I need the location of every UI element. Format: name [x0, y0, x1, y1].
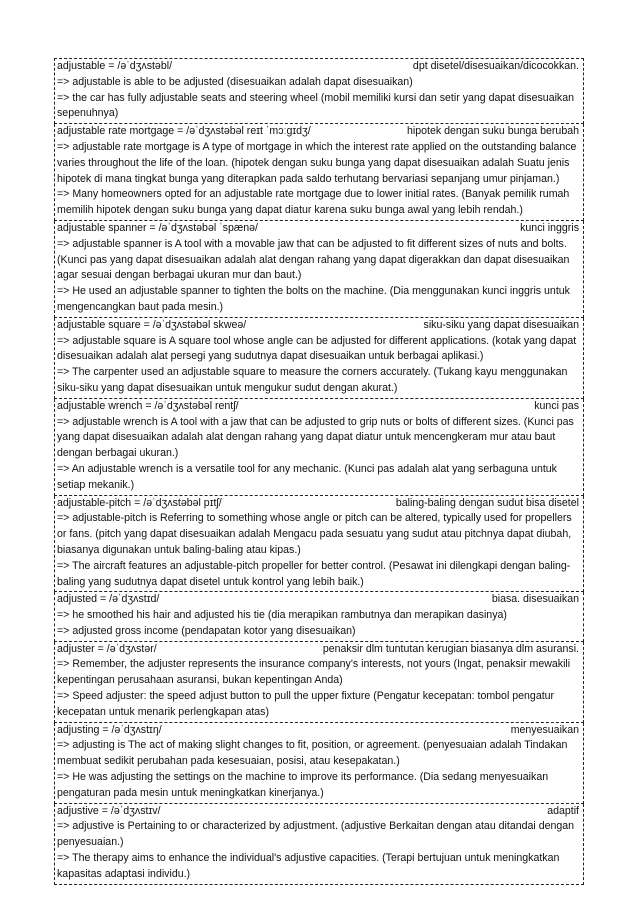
- dictionary-entry: [54, 221, 584, 318]
- dictionary-document: [54, 58, 584, 885]
- entry-headword-row: [57, 723, 581, 739]
- entry-term: adjustable spanner = /əˈdʒʌstəbəl ˈspænə/: [57, 221, 258, 234]
- entry-example-line: => adjustable square is A square tool whose angle can be adjusted for different applications. (kotak yang dapat disesuaikan adalah alat persegi yang sudutnya dapat disesuaikan untuk berbagai aplikasi.): [57, 334, 577, 363]
- entry-term: adjustable = /əˈdʒʌstəbl/: [57, 60, 173, 72]
- entry-example-line: => The aircraft features an adjustable-pitch propeller for better control. (Pesawat ini dilengkapi dengan baling-baling yang sudutnya dapat disetel untuk kontrol yang lebih baik.): [57, 559, 571, 588]
- entry-example-line: => adjusted gross income (pendapatan kotor yang disesuaikan): [57, 624, 356, 637]
- dictionary-entry: [54, 124, 584, 221]
- entry-term: adjustable wrench = /əˈdʒʌstəbəl rentʃ/: [57, 399, 239, 412]
- entry-term: adjuster = /əˈdʒʌstər/: [57, 642, 157, 655]
- entry-example-line: => adjustable is able to be adjusted (disesuaikan adalah dapat disesuaikan): [57, 75, 413, 88]
- entry-translation: kunci pas: [534, 399, 579, 412]
- entry-example-line: => adjustable rate mortgage is A type of mortgage in which the interest rate applied on the outstanding balance varies throughout the life of the loan. (hipotek dengan suku bunga yang dapat disesuaikan adalah Suatu jenis hipotek di mana tingkat bunga yang diterapkan pada saldo terhutang bervariasi sepanjang umur pinjaman.): [57, 140, 577, 185]
- entry-example-line: => Remember, the adjuster represents the insurance company's interests, not yours (Ingat, penaksir mewakili kepentingan perusahaan asuransi, bukan kepentingan Anda): [57, 658, 571, 687]
- entry-headword-row: [57, 642, 581, 658]
- entry-example-line: => The therapy aims to enhance the individual's adjustive capacities. (Terapi bertujuan untuk meningkatkan kapasitas adaptasi individu.): [57, 852, 560, 880]
- dictionary-entry: [54, 399, 584, 496]
- entry-term: adjustive = /əˈdʒʌstɪv/: [57, 804, 161, 817]
- entry-translation: menyesuaikan: [510, 723, 579, 736]
- entry-translation: baling-baling dengan sudut bisa disetel: [395, 496, 579, 509]
- entry-term: adjusting = /əˈdʒʌstɪŋ/: [57, 723, 162, 736]
- entry-headword-row: [57, 59, 581, 75]
- entry-example-line: => adjustive is Pertaining to or characterized by adjustment. (adjustive Berkaitan dengan atau ditandai dengan penyesuaian.): [57, 820, 575, 849]
- dictionary-entry: [54, 642, 584, 723]
- dictionary-entry: [54, 318, 584, 399]
- entry-example-line: => The carpenter used an adjustable square to measure the corners accurately. (Tukang kayu menggunakan siku-siku yang dapat disesuaikan untuk mengukur sudut dengan akurat.): [57, 366, 568, 394]
- dictionary-entry: [54, 723, 584, 804]
- entry-headword-row: [57, 399, 581, 415]
- entry-translation: siku-siku yang dapat disesuaikan: [423, 318, 579, 331]
- entry-translation: dpt disetel/disesuaikan/dicocokkan.: [412, 60, 579, 72]
- entry-translation: kunci inggris: [520, 221, 579, 234]
- entry-example-line: => adjustable spanner is A tool with a movable jaw that can be adjusted to fit different sizes of nuts and bolts. (Kunci pas yang dapat disesuaikan adalah alat dengan rahang yang dapat digerakkan dan dapat disesuaikan agar sesuai dengan berbagai ukuran mur dan baut.): [57, 237, 570, 282]
- entry-term: adjustable rate mortgage = /əˈdʒʌstəbəl reɪt ˈmɔːɡɪdʒ/: [57, 125, 311, 138]
- dictionary-entry: [54, 496, 584, 593]
- entry-example-line: => Speed adjuster: the speed adjust button to pull the upper fixture (Pengatur kecepatan: tombol pengatur kecepatan untuk menarik perlengkapan atas): [57, 690, 555, 718]
- entry-headword-row: [57, 496, 581, 512]
- dictionary-entry: [54, 58, 584, 124]
- entry-headword-row: [57, 221, 581, 237]
- entry-example-line: => adjustable-pitch is Referring to something whose angle or pitch can be altered, typically used for propellers or fans. (pitch yang dapat disesuaikan adalah Mengacu pada sesuatu yang sudut atau pitchnya dapat diubah, biasanya digunakan untuk baling-baling atau kipas.): [57, 512, 572, 556]
- entry-example-line: => adjusting is The act of making slight changes to fit, position, or agreement. (penyesuaian adalah Tindakan membuat sedikit perubahan pada kesesuaian, posisi, atau kesepakatan.): [57, 739, 568, 768]
- entry-term: adjustable square = /əˈdʒʌstəbəl skweə/: [57, 318, 247, 331]
- dictionary-entry: [54, 592, 584, 641]
- dictionary-entry: [54, 804, 584, 885]
- entry-headword-row: [57, 592, 581, 608]
- entry-translation: biasa. disesuaikan: [491, 593, 579, 606]
- entry-example-line: => he smoothed his hair and adjusted his tie (dia merapikan rambutnya dan merapikan dasinya): [57, 609, 507, 622]
- entry-example-line: => He was adjusting the settings on the machine to improve its performance. (Dia sedang menyesuaikan pengaturan pada mesin untuk meningkatkan kinerjanya.): [57, 771, 549, 799]
- entry-example-line: => Many homeowners opted for an adjustable rate mortgage due to lower initial rates. (Banyak pemilik rumah memilih hipotek dengan suku bunga yang dapat diatur karena suku bunga awal yang lebih rendah.): [57, 188, 570, 217]
- entry-example-line: => the car has fully adjustable seats and steering wheel (mobil memiliki kursi dan setir yang dapat disesuaikan sepenuhnya): [57, 91, 575, 120]
- entry-term: adjusted = /əˈdʒʌstɪd/: [57, 593, 160, 606]
- entry-example-line: => An adjustable wrench is a versatile tool for any mechanic. (Kunci pas adalah alat yang serbaguna untuk setiap mekanik.): [57, 462, 557, 491]
- entry-example-line: => He used an adjustable spanner to tighten the bolts on the machine. (Dia menggunakan kunci inggris untuk mengencangkan baut pada mesin.): [57, 285, 570, 313]
- entry-headword-row: [57, 318, 581, 334]
- entry-translation: penaksir dlm tuntutan kerugian biasanya dlm asuransi.: [322, 642, 579, 655]
- entry-translation: adaptif: [547, 804, 579, 817]
- entry-example-line: => adjustable wrench is A tool with a jaw that can be adjusted to grip nuts or bolts of different sizes. (Kunci pas yang dapat disesuaikan adalah alat dengan rahang yang dapat diatur untuk mencengkeram mur atau baut dengan berbagai ukuran.): [57, 415, 574, 460]
- entry-headword-row: [57, 804, 581, 820]
- entry-term: adjustable-pitch = /əˈdʒʌstəbəl pɪtʃ/: [57, 496, 222, 509]
- entry-headword-row: [57, 124, 581, 140]
- entry-translation: hipotek dengan suku bunga berubah: [407, 125, 579, 138]
